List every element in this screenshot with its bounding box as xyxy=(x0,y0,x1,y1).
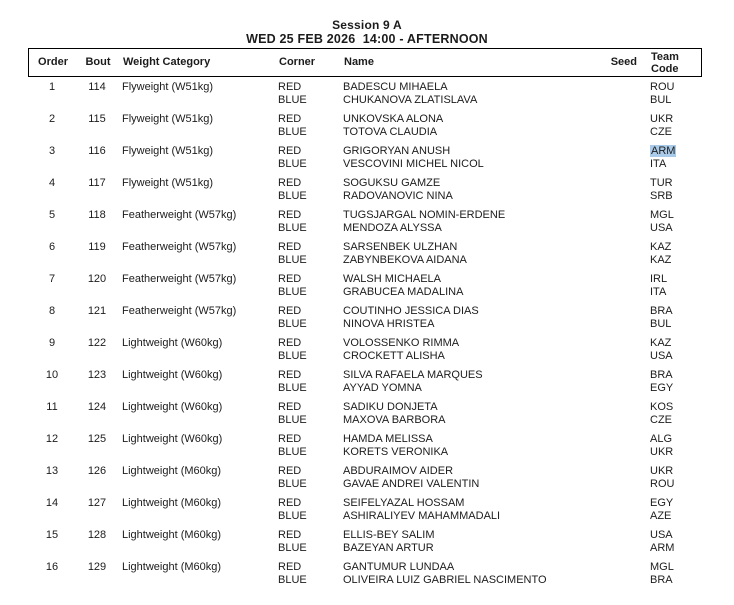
bout-weight-category: Lightweight (M60kg) xyxy=(122,497,222,509)
team-code-blue: ITA xyxy=(650,286,667,298)
bout-order-number: 13 xyxy=(45,465,59,477)
bout-order-number: 12 xyxy=(45,433,59,445)
corner-label-red: RED xyxy=(278,145,302,157)
seed-value-red xyxy=(588,529,636,542)
seed-value-red xyxy=(588,369,636,382)
bout-weight-category: Featherweight (W57kg) xyxy=(122,305,237,317)
boxer-name-blue: AYYAD YOMNA xyxy=(343,382,422,394)
table-header-row xyxy=(28,48,702,77)
bout-row xyxy=(28,369,702,395)
col-header-bout: Bout xyxy=(85,56,111,68)
team-code-blue: USA xyxy=(650,222,673,234)
bout-order-number: 6 xyxy=(48,241,56,253)
team-code-blue: BRA xyxy=(650,574,673,586)
bout-order-number: 4 xyxy=(48,177,56,189)
team-code-blue: CZE xyxy=(650,414,672,426)
team-code-blue: ROU xyxy=(650,478,675,490)
col-header-order: Order xyxy=(38,56,68,68)
bout-order-number: 10 xyxy=(45,369,59,381)
bout-number: 115 xyxy=(88,113,106,125)
boxer-name-red: ELLIS-BEY SALIM xyxy=(343,529,435,541)
team-code-blue: EGY xyxy=(650,382,674,394)
corner-label-red: RED xyxy=(278,529,302,541)
corner-label-red: RED xyxy=(278,433,302,445)
bout-row xyxy=(28,529,702,555)
seed-value-blue xyxy=(588,190,636,203)
col-header-team-code: Team Code xyxy=(651,50,679,75)
seed-value-red xyxy=(588,433,636,446)
bout-number: 116 xyxy=(88,145,106,157)
team-code-blue: AZE xyxy=(650,510,672,522)
team-code-red: ALG xyxy=(650,433,673,445)
boxer-name-red: SEIFELYAZAL HOSSAM xyxy=(343,497,465,509)
bout-number: 122 xyxy=(87,337,107,349)
team-code-blue: ITA xyxy=(650,158,667,170)
seed-value-blue xyxy=(588,158,636,171)
corner-label-red: RED xyxy=(278,113,302,125)
seed-value-blue xyxy=(588,126,636,139)
seed-value-blue xyxy=(588,446,636,459)
boxer-name-red: HAMDA MELISSA xyxy=(343,433,433,445)
bout-row xyxy=(28,561,702,587)
corner-label-red: RED xyxy=(278,401,302,413)
corner-label-red: RED xyxy=(278,81,302,93)
bout-order-number: 2 xyxy=(48,113,56,125)
corner-label-red: RED xyxy=(278,497,302,509)
corner-label-blue: BLUE xyxy=(278,222,307,234)
corner-label-blue: BLUE xyxy=(278,254,307,266)
seed-value-blue xyxy=(588,510,636,523)
session-datetime: WED 25 FEB 2026 14:00 - AFTERNOON xyxy=(246,32,488,46)
col-header-corner: Corner xyxy=(279,56,316,68)
seed-value-red xyxy=(588,561,636,574)
boxer-name-red: GANTUMUR LUNDAA xyxy=(343,561,455,573)
corner-label-blue: BLUE xyxy=(278,94,307,106)
corner-label-blue: BLUE xyxy=(278,414,307,426)
session-title: Session 9 A xyxy=(332,18,402,32)
seed-value-blue xyxy=(588,382,636,395)
seed-value-blue xyxy=(588,542,636,555)
team-code-red: BRA xyxy=(650,369,673,381)
boxer-name-blue: ZABYNBEKOVA AIDANA xyxy=(343,254,467,266)
bout-row xyxy=(28,401,702,427)
corner-label-blue: BLUE xyxy=(278,542,307,554)
bout-weight-category: Lightweight (W60kg) xyxy=(122,433,223,445)
bout-row xyxy=(28,433,702,459)
bout-number: 114 xyxy=(88,81,106,93)
boxer-name-blue: ASHIRALIYEV MAHAMMADALI xyxy=(343,510,501,522)
team-code-red: IRL xyxy=(650,273,668,285)
corner-label-blue: BLUE xyxy=(278,478,307,490)
bout-number: 126 xyxy=(87,465,107,477)
seed-value-blue xyxy=(588,350,636,363)
team-code-blue: CZE xyxy=(650,126,672,138)
boxer-name-red: VOLOSSENKO RIMMA xyxy=(343,337,460,349)
seed-value-red xyxy=(588,337,636,350)
boxer-name-blue: KORETS VERONIKA xyxy=(343,446,449,458)
boxer-name-red: WALSH MICHAELA xyxy=(343,273,442,285)
seed-value-red xyxy=(588,177,636,190)
boxer-name-blue: BAZEYAN ARTUR xyxy=(343,542,434,554)
corner-label-blue: BLUE xyxy=(278,350,307,362)
team-code-red: KOS xyxy=(650,401,674,413)
bout-order-number: 11 xyxy=(46,401,58,413)
boxer-name-red: BADESCU MIHAELA xyxy=(343,81,448,93)
bout-row xyxy=(28,273,702,299)
boxer-name-blue: VESCOVINI MICHEL NICOL xyxy=(343,158,484,170)
boxer-name-blue: GRABUCEA MADALINA xyxy=(343,286,464,298)
corner-label-red: RED xyxy=(278,177,302,189)
corner-label-blue: BLUE xyxy=(278,286,307,298)
bout-weight-category: Featherweight (W57kg) xyxy=(122,241,237,253)
bout-weight-category: Flyweight (W51kg) xyxy=(122,113,214,125)
seed-value-red xyxy=(588,113,636,126)
bout-number: 121 xyxy=(87,305,107,317)
team-code-blue: UKR xyxy=(650,446,674,458)
bout-row xyxy=(28,177,702,203)
bout-row xyxy=(28,145,702,171)
bout-weight-category: Lightweight (M60kg) xyxy=(122,465,222,477)
seed-value-red xyxy=(588,81,636,94)
corner-label-blue: BLUE xyxy=(278,574,307,586)
boxer-name-blue: RADOVANOVIC NINA xyxy=(343,190,453,202)
bout-weight-category: Lightweight (W60kg) xyxy=(122,401,223,413)
corner-label-red: RED xyxy=(278,241,302,253)
bout-row xyxy=(28,465,702,491)
team-code-blue: KAZ xyxy=(650,254,672,266)
team-code-red: KAZ xyxy=(650,337,672,349)
boxer-name-red: COUTINHO JESSICA DIAS xyxy=(343,305,479,317)
seed-value-blue xyxy=(588,318,636,331)
boxer-name-blue: GAVAE ANDREI VALENTIN xyxy=(343,478,480,490)
corner-label-blue: BLUE xyxy=(278,382,307,394)
corner-label-red: RED xyxy=(278,561,302,573)
bout-list xyxy=(0,77,734,587)
bout-order-number: 5 xyxy=(48,209,56,221)
bout-weight-category: Lightweight (W60kg) xyxy=(122,369,223,381)
bout-order-number: 3 xyxy=(48,145,56,157)
bout-number: 123 xyxy=(87,369,107,381)
bout-order-number: 9 xyxy=(48,337,56,349)
bout-number: 125 xyxy=(87,433,107,445)
team-code-red: TUR xyxy=(650,177,673,189)
team-code-blue: BUL xyxy=(650,318,672,330)
team-code-red: UKR xyxy=(650,113,674,125)
corner-label-blue: BLUE xyxy=(278,510,307,522)
col-header-name: Name xyxy=(344,56,374,68)
bout-number: 119 xyxy=(88,241,106,253)
boxer-name-red: SOGUKSU GAMZE xyxy=(343,177,441,189)
corner-label-red: RED xyxy=(278,369,302,381)
boxer-name-red: ABDURAIMOV AIDER xyxy=(343,465,454,477)
bout-weight-category: Flyweight (W51kg) xyxy=(122,145,214,157)
team-code-blue: ARM xyxy=(650,542,675,554)
seed-value-red xyxy=(588,145,636,158)
team-code-red: UKR xyxy=(650,465,674,477)
bout-row xyxy=(28,113,702,139)
seed-value-blue xyxy=(588,94,636,107)
corner-label-red: RED xyxy=(278,305,302,317)
boxer-name-blue: OLIVEIRA LUIZ GABRIEL NASCIMENTO xyxy=(343,574,547,586)
boxer-name-red: TUGSJARGAL NOMIN-ERDENE xyxy=(343,209,506,221)
bout-row xyxy=(28,81,702,107)
bout-row xyxy=(28,337,702,363)
corner-label-red: RED xyxy=(278,337,302,349)
boxer-name-red: SARSENBEK ULZHAN xyxy=(343,241,458,253)
bout-weight-category: Featherweight (W57kg) xyxy=(122,209,237,221)
bout-number: 129 xyxy=(87,561,107,573)
bout-row xyxy=(28,209,702,235)
corner-label-red: RED xyxy=(278,273,302,285)
team-code-red: BRA xyxy=(650,305,673,317)
bout-weight-category: Lightweight (M60kg) xyxy=(122,561,222,573)
boxer-name-red: SILVA RAFAELA MARQUES xyxy=(343,369,483,381)
bout-weight-category: Lightweight (M60kg) xyxy=(122,529,222,541)
team-code-blue: USA xyxy=(650,350,673,362)
bout-number: 124 xyxy=(87,401,107,413)
team-code-red: USA xyxy=(650,529,673,541)
bout-order-number: 16 xyxy=(45,561,59,573)
col-header-weight-category: Weight Category xyxy=(123,56,211,68)
bout-row xyxy=(28,497,702,523)
bout-weight-category: Flyweight (W51kg) xyxy=(122,81,214,93)
corner-label-blue: BLUE xyxy=(278,190,307,202)
bout-order-number: 15 xyxy=(45,529,59,541)
bout-number: 128 xyxy=(87,529,107,541)
boxer-name-red: UNKOVSKA ALONA xyxy=(343,113,444,125)
bout-order-number: 7 xyxy=(48,273,56,285)
seed-value-blue xyxy=(588,254,636,267)
corner-label-red: RED xyxy=(278,465,302,477)
bout-weight-category: Featherweight (W57kg) xyxy=(122,273,237,285)
bout-weight-category: Flyweight (W51kg) xyxy=(122,177,214,189)
team-code-red: KAZ xyxy=(650,241,672,253)
bout-number: 118 xyxy=(88,209,106,221)
team-code-red: MGL xyxy=(650,209,674,221)
bout-weight-category: Lightweight (W60kg) xyxy=(122,337,223,349)
team-code-red: MGL xyxy=(650,561,674,573)
seed-value-red xyxy=(588,209,636,222)
team-code-red: ARM xyxy=(651,145,676,157)
seed-value-blue xyxy=(588,478,636,491)
bout-order-number: 8 xyxy=(48,305,56,317)
bout-order-number: 14 xyxy=(45,497,59,509)
boxer-name-blue: TOTOVA CLAUDIA xyxy=(343,126,438,138)
bout-number: 120 xyxy=(87,273,107,285)
team-code-red: ROU xyxy=(650,81,675,93)
team-code-red: EGY xyxy=(650,497,674,509)
seed-value-red xyxy=(588,497,636,510)
seed-value-red xyxy=(588,465,636,478)
bout-number: 127 xyxy=(87,497,107,509)
seed-value-blue xyxy=(588,574,636,587)
team-code-blue: BUL xyxy=(650,94,672,106)
seed-value-blue xyxy=(588,414,636,427)
bout-order-number: 1 xyxy=(48,81,56,93)
corner-label-blue: BLUE xyxy=(278,446,307,458)
team-code-blue: SRB xyxy=(650,190,673,202)
corner-label-blue: BLUE xyxy=(278,126,307,138)
corner-label-blue: BLUE xyxy=(278,158,307,170)
corner-label-red: RED xyxy=(278,209,302,221)
seed-value-red xyxy=(588,241,636,254)
boxer-name-blue: MAXOVA BARBORA xyxy=(343,414,446,426)
boxer-name-red: SADIKU DONJETA xyxy=(343,401,438,413)
boxer-name-blue: CHUKANOVA ZLATISLAVA xyxy=(343,94,478,106)
bout-row xyxy=(28,305,702,331)
boxer-name-blue: CROCKETT ALISHA xyxy=(343,350,445,362)
boxer-name-blue: MENDOZA ALYSSA xyxy=(343,222,442,234)
seed-value-red xyxy=(588,305,636,318)
bout-number: 117 xyxy=(88,177,106,189)
col-header-seed: Seed xyxy=(610,56,637,68)
seed-value-blue xyxy=(588,286,636,299)
boxer-name-red: GRIGORYAN ANUSH xyxy=(343,145,451,157)
boxer-name-blue: NINOVA HRISTEA xyxy=(343,318,435,330)
bout-row xyxy=(28,241,702,267)
corner-label-blue: BLUE xyxy=(278,318,307,330)
seed-value-blue xyxy=(588,222,636,235)
seed-value-red xyxy=(588,401,636,414)
seed-value-red xyxy=(588,273,636,286)
